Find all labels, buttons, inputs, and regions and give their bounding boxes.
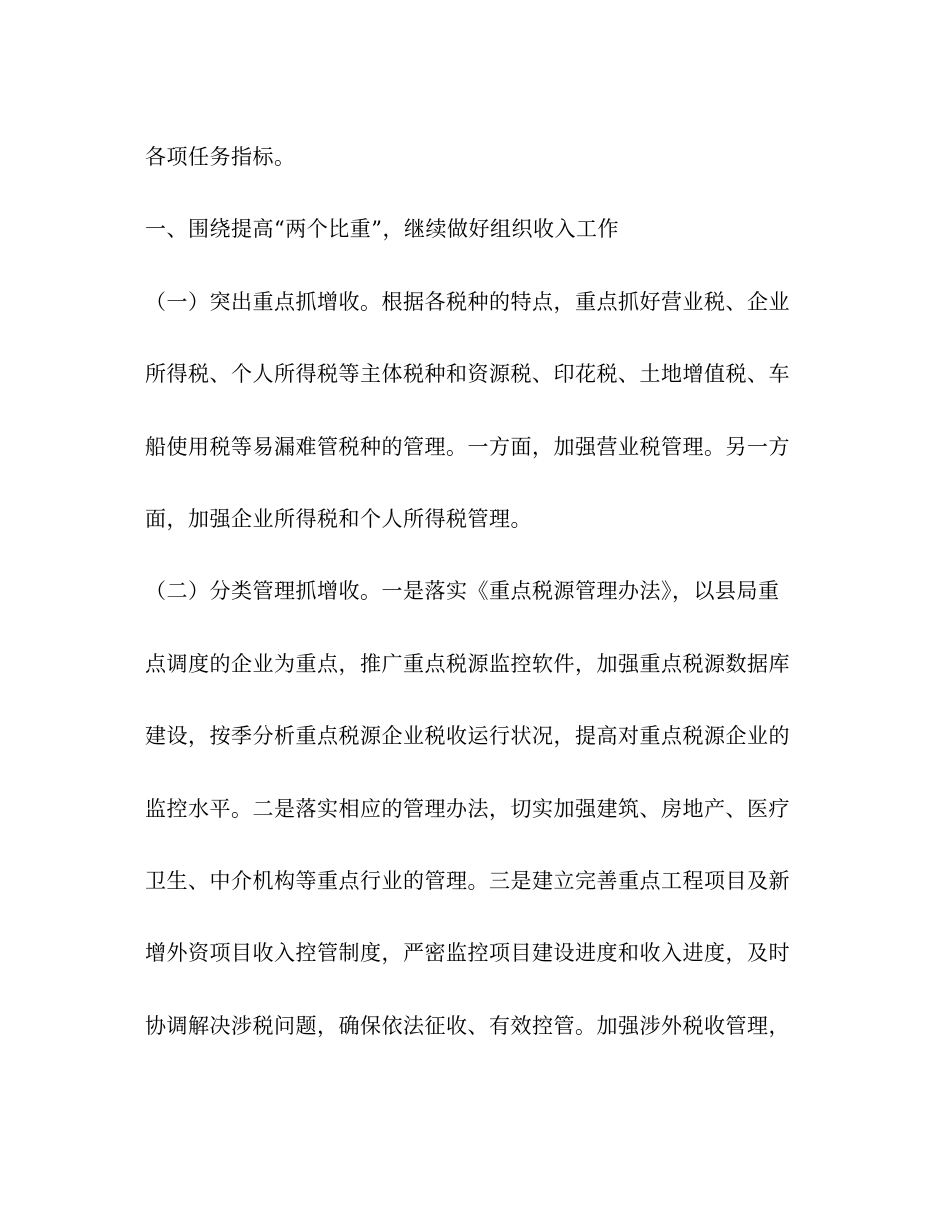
text-line: 增外资项目收入控管制度，严密监控项目建设进度和收入进度，及时: [145, 941, 790, 965]
text-line: （二）分类管理抓增收。一是落实《重点税源管理办法》，以县局重: [145, 579, 780, 603]
text-line: 各项任务指标。: [145, 145, 296, 169]
text-line: 协调解决涉税问题，确保依法征收、有效控管。加强涉外税收管理，: [145, 1014, 790, 1038]
text-line: 卫生、中介机构等重点行业的管理。三是建立完善重点工程项目及新: [145, 869, 790, 893]
text-line: 船使用税等易漏难管税种的管理。一方面，加强营业税管理。另一方: [145, 435, 790, 459]
text-line: 建设，按季分析重点税源企业税收运行状况，提高对重点税源企业的: [145, 724, 790, 748]
text-line: 所得税、个人所得税等主体税种和资源税、印花税、土地增值税、车: [145, 362, 790, 386]
text-line: 面，加强企业所得税和个人所得税管理。: [145, 507, 532, 531]
text-line: 监控水平。二是落实相应的管理办法，切实加强建筑、房地产、医疗: [145, 797, 790, 821]
text-line: 点调度的企业为重点，推广重点税源监控软件，加强重点税源数据库: [145, 652, 790, 676]
section-heading: 一、围绕提高“两个比重”，继续做好组织收入工作: [145, 217, 619, 241]
text-line: （一）突出重点抓增收。根据各税种的特点，重点抓好营业税、企业: [145, 290, 790, 314]
